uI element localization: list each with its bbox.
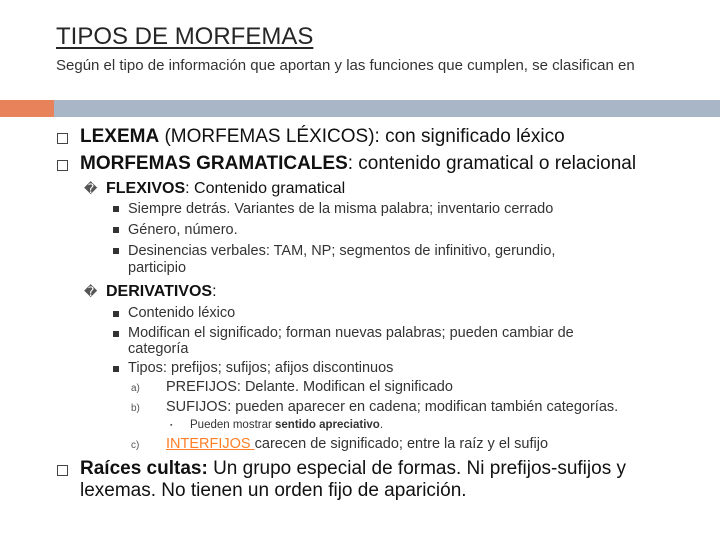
missing-glyph-icon: � (84, 284, 98, 299)
list-item: Contenido léxico (128, 305, 236, 321)
accent-bar-orange (0, 100, 54, 117)
list-item-raices: Raíces cultas: Un grupo especial de formas. Ni prefijos-sufijos y (80, 458, 626, 479)
list-item-prefijos: PREFIJOS: Delante. Modifican el significado (166, 379, 453, 395)
interfijos-link[interactable]: INTERFIJOS (166, 436, 255, 452)
list-item-derivativos: DERIVATIVOS: (106, 283, 217, 300)
square-bullet-icon (113, 331, 119, 337)
missing-glyph-icon: � (84, 181, 98, 196)
list-item-sufijos: SUFIJOS: pueden aparecer en cadena; modifican también categorías. (166, 399, 619, 415)
list-marker: b) (131, 403, 140, 414)
list-marker: c) (131, 440, 140, 451)
list-item-interfijos: INTERFIJOS carecen de significado; entre la raíz y el sufijo (166, 436, 549, 452)
square-bullet-icon (113, 311, 119, 317)
list-item: Género, número. (128, 222, 238, 238)
square-bullet-icon (113, 248, 119, 254)
list-item: Modifican el significado; forman nuevas palabras; pueden cambiar de (128, 325, 574, 341)
list-marker: a) (131, 383, 140, 394)
square-bullet-icon (113, 206, 119, 212)
list-item-apreciativo: Pueden mostrar sentido apreciativo. (190, 419, 384, 431)
checkbox-bullet-icon (57, 133, 68, 144)
subtitle: Según el tipo de información que aportan y las funciones que cumplen, se clasifican en (56, 57, 635, 74)
list-item-flexivos: FLEXIVOS: Contenido gramatical (106, 180, 346, 197)
list-item-gramaticales: MORFEMAS GRAMATICALES: contenido gramatical o relacional (80, 153, 637, 174)
small-bullet-icon: ▪ (170, 422, 173, 429)
checkbox-bullet-icon (57, 160, 68, 171)
list-item: Siempre detrás. Variantes de la misma palabra; inventario cerrado (128, 201, 554, 217)
accent-bar-blue (54, 100, 720, 117)
list-item-continuation: categoría (128, 341, 189, 357)
checkbox-bullet-icon (57, 465, 68, 476)
list-item-continuation: participio (128, 260, 187, 276)
list-item-raices-continuation: lexemas. No tienen un orden fijo de aparición. (80, 480, 467, 501)
list-item: Desinencias verbales: TAM, NP; segmentos de infinitivo, gerundio, (128, 243, 556, 259)
list-item-lexema: LEXEMA (MORFEMAS LÉXICOS): con significado léxico (80, 126, 565, 147)
square-bullet-icon (113, 366, 119, 372)
list-item: Tipos: prefijos; sufijos; afijos discontinuos (128, 360, 394, 376)
square-bullet-icon (113, 227, 119, 233)
page-title: TIPOS DE MORFEMAS (56, 23, 314, 50)
